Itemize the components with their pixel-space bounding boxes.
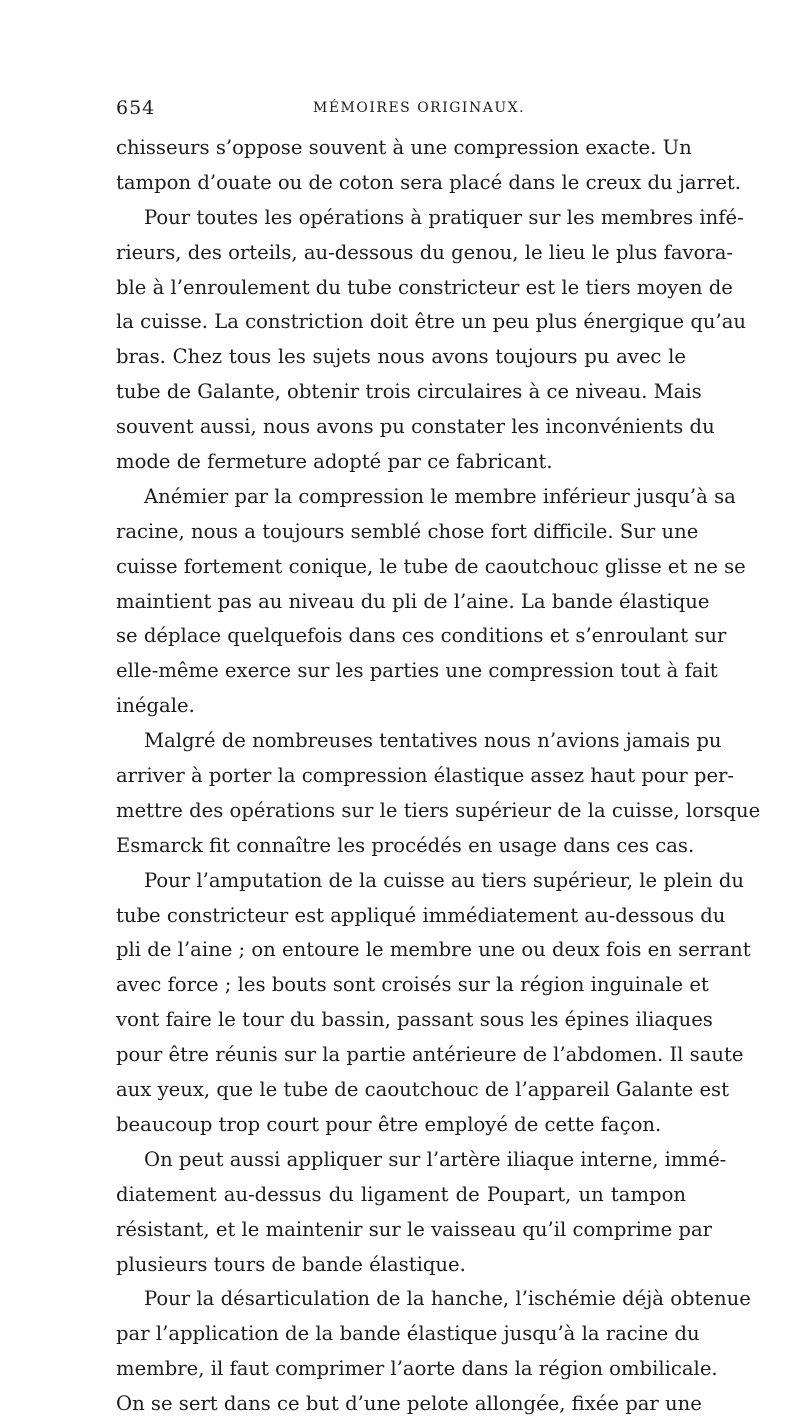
text-line: Anémier par la compression le membre inférieur jusqu’à sa — [144, 484, 736, 508]
text-line: Pour toutes les opérations à pratiquer sur les membres infé- — [144, 205, 744, 229]
text-line: On se sert dans ce but d’une pelote allongée, fixée par une — [116, 1392, 702, 1416]
running-title: MÉMOIRES ORIGINAUX. — [313, 100, 526, 116]
text-line: Esmarck fit connaître les procédés en usage dans ces cas. — [116, 833, 695, 857]
text-line: tube de Galante, obtenir trois circulaires à ce niveau. Mais — [116, 380, 702, 404]
text-line: résistant, et le maintenir sur le vaisseau qu’il comprime par — [116, 1217, 713, 1241]
text-line: par l’application de la bande élastique jusqu’à la racine du — [116, 1322, 700, 1346]
text-line: arriver à porter la compression élastique assez haut pour per- — [116, 764, 735, 788]
text-line: chisseurs s’oppose souvent à une compression exacte. Un — [116, 136, 692, 159]
text-line: elle-même exerce sur les parties une compression tout à fait — [116, 659, 718, 683]
page-number: 654 — [116, 97, 156, 119]
text-line: plusieurs tours de bande élastique. — [116, 1252, 466, 1276]
text-line: pli de l’aine ; on entoure le membre une ou deux fois en serrant — [116, 938, 751, 962]
text-line: avec force ; les bouts sont croisés sur la région inguinale et — [116, 973, 709, 997]
text-line: bras. Chez tous les sujets nous avons toujours pu avec le — [116, 345, 686, 369]
body-text — [116, 131, 761, 1422]
text-line: cuisse fortement conique, le tube de caoutchouc glisse et ne se — [116, 554, 746, 578]
text-line: la cuisse. La constriction doit être un peu plus énergique qu’au — [116, 310, 747, 334]
text-line: vont faire le tour du bassin, passant sous les épines iliaques — [116, 1008, 713, 1032]
page-header — [116, 97, 686, 121]
text-line: mettre des opérations sur le tiers supérieur de la cuisse, lorsque — [116, 798, 761, 822]
text-line: Malgré de nombreuses tentatives nous n’avions jamais pu — [144, 729, 722, 753]
text-line: maintient pas au niveau du pli de l’aine. La bande élastique — [116, 589, 710, 613]
text-line: souvent aussi, nous avons pu constater les inconvénients du — [116, 415, 715, 439]
text-line: pour être réunis sur la partie antérieure de l’abdomen. Il saute — [116, 1043, 744, 1067]
text-line: rieurs, des orteils, au-dessous du genou, le lieu le plus favora- — [116, 240, 734, 264]
text-line: aux yeux, que le tube de caoutchouc de l’appareil Galante est — [116, 1078, 729, 1102]
text-line: diatement au-dessus du ligament de Poupart, un tampon — [116, 1182, 686, 1206]
text-line: ble à l’enroulement du tube constricteur est le tiers moyen de — [116, 275, 733, 299]
text-line: racine, nous a toujours semblé chose fort difficile. Sur une — [116, 519, 699, 543]
text-line: inégale. — [116, 694, 195, 718]
text-line: beaucoup trop court pour être employé de cette façon. — [116, 1112, 662, 1136]
text-line: tampon d’ouate ou de coton sera placé dans le creux du jarret. — [116, 170, 742, 194]
text-line: se déplace quelquefois dans ces conditions et s’enroulant sur — [116, 624, 727, 648]
text-line: membre, il faut comprimer l’aorte dans la région ombilicale. — [116, 1357, 718, 1381]
text-line: mode de fermeture adopté par ce fabricant. — [116, 450, 553, 474]
text-line: tube constricteur est appliqué immédiatement au-dessous du — [116, 903, 726, 927]
text-line: Pour la désarticulation de la hanche, l’ischémie déjà obtenue — [144, 1287, 751, 1311]
text-line: On peut aussi appliquer sur l’artère iliaque interne, immé- — [144, 1147, 727, 1171]
text-line: Pour l’amputation de la cuisse au tiers supérieur, le plein du — [144, 868, 745, 892]
